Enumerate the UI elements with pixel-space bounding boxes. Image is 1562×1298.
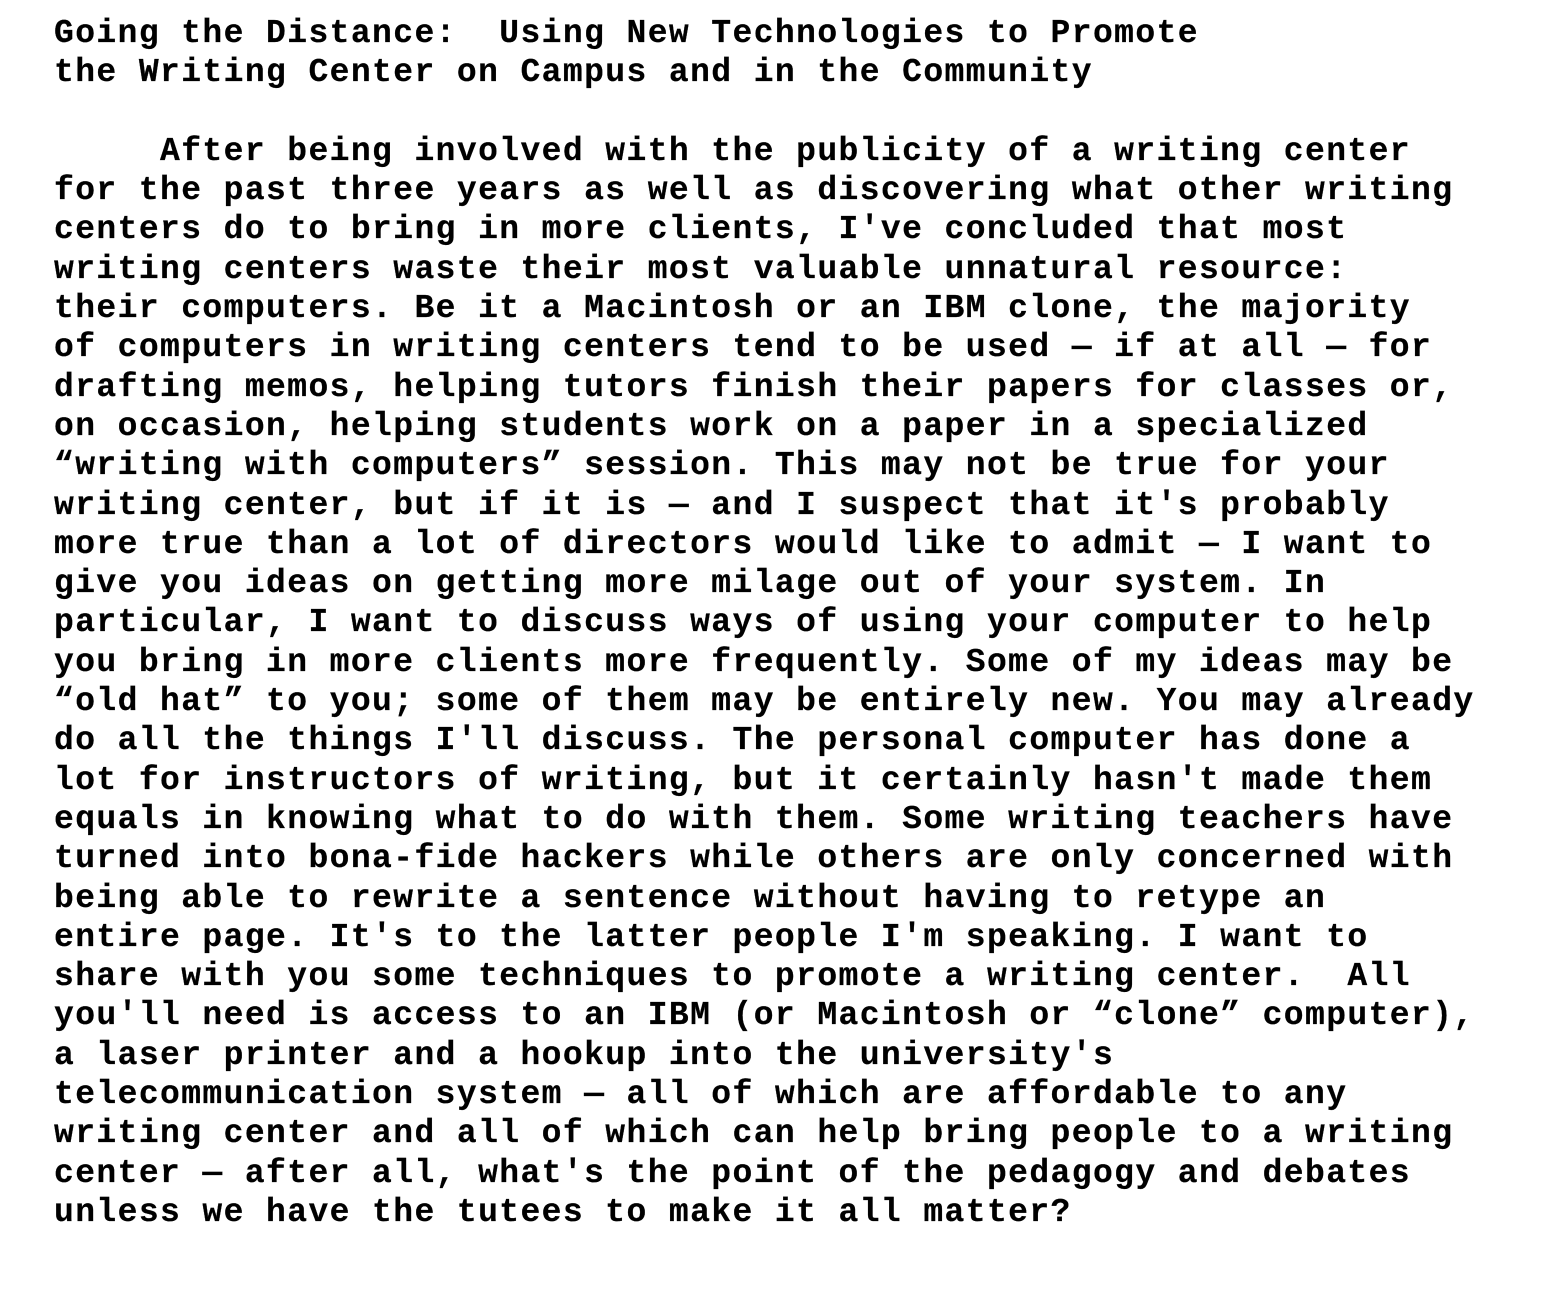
text-line: for the past three years as well as discovering what other writing — [54, 172, 1454, 210]
text-line: lot for instructors of writing, but it certainly hasn't made them — [54, 761, 1433, 799]
text-line: equals in knowing what to do with them. Some writing teachers have — [54, 800, 1454, 838]
text-line: you bring in more clients more frequently. Some of my ideas may be — [54, 643, 1454, 681]
text-line: of computers in writing centers tend to be used — if at all — for — [54, 329, 1433, 367]
body-paragraph — [54, 132, 1544, 1232]
text-line: unless we have the tutees to make it all matter? — [54, 1193, 1072, 1231]
text-line: on occasion, helping students work on a paper in a specialized — [54, 407, 1369, 445]
title-line: the Writing Center on Campus and in the Community — [54, 54, 1093, 92]
text-line: a laser printer and a hookup into the university's — [54, 1036, 1115, 1074]
document-title — [54, 14, 1544, 93]
text-line: entire page. It's to the latter people I'm speaking. I want to — [54, 918, 1369, 956]
text-line: being able to rewrite a sentence without having to retype an — [54, 879, 1327, 917]
text-line: give you ideas on getting more milage out of your system. In — [54, 565, 1327, 603]
text-line: their computers. Be it a Macintosh or an IBM clone, the majority — [54, 290, 1412, 328]
text-line: writing center, but if it is — and I suspect that it's probably — [54, 486, 1390, 524]
text-line: particular, I want to discuss ways of using your computer to help — [54, 604, 1433, 642]
text-line: share with you some techniques to promote a writing center. All — [54, 958, 1412, 996]
text-line: writing centers waste their most valuable unnatural resource: — [54, 250, 1348, 288]
document-page — [54, 14, 1544, 1232]
text-line: “writing with computers” session. This may not be true for your — [54, 447, 1390, 485]
text-line: “old hat” to you; some of them may be entirely new. You may already — [54, 683, 1475, 721]
text-line: writing center and all of which can help bring people to a writing — [54, 1115, 1454, 1153]
text-line: turned into bona-fide hackers while others are only concerned with — [54, 840, 1454, 878]
text-line: you'll need is access to an IBM (or Macintosh or “clone” computer), — [54, 997, 1475, 1035]
text-line: center — after all, what's the point of the pedagogy and debates — [54, 1154, 1412, 1192]
title-line: Going the Distance: Using New Technologies to Promote — [54, 15, 1199, 52]
text-line: After being involved with the publicity of a writing center — [54, 132, 1412, 170]
text-line: more true than a lot of directors would like to admit — I want to — [54, 525, 1433, 563]
text-line: telecommunication system — all of which are affordable to any — [54, 1076, 1348, 1114]
blank-line — [54, 93, 1544, 132]
text-line: do all the things I'll discuss. The personal computer has done a — [54, 722, 1412, 760]
text-line: drafting memos, helping tutors finish their papers for classes or, — [54, 368, 1454, 406]
text-line: centers do to bring in more clients, I've concluded that most — [54, 211, 1348, 249]
